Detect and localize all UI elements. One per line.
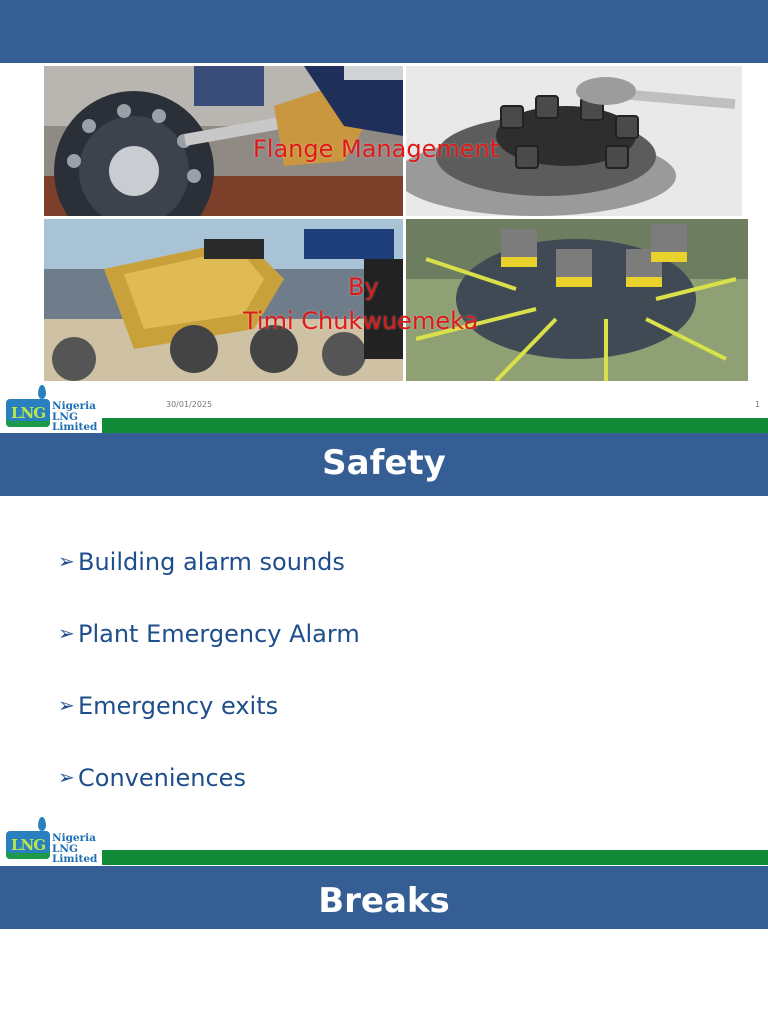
arrow-bullet-icon: ➢ (58, 765, 75, 789)
logo-line-2: LNG (52, 842, 78, 855)
slide1-footer-stripe (102, 418, 768, 433)
logo-line-1: Nigeria (52, 400, 96, 412)
author-name: Timi Chukwuemeka (243, 307, 479, 335)
arrow-bullet-icon: ➢ (58, 693, 75, 717)
bullet-item (58, 692, 278, 720)
logo-line-2: LNG (52, 410, 78, 423)
nlng-logo (2, 815, 102, 863)
slide3-title: Breaks (318, 881, 450, 921)
bolt-tensioning-tools-photo (406, 219, 748, 381)
logo-text (52, 401, 97, 433)
presentation-title: Flange Management (253, 135, 500, 163)
logo-line-1: Nigeria (52, 832, 96, 844)
bullet-text: Emergency exits (78, 692, 279, 720)
by-label: By (348, 273, 379, 301)
bullet-item (58, 548, 345, 576)
slide-date: 30/01/2025 (166, 400, 213, 409)
logo-mark: LNG (6, 399, 50, 427)
bullet-item (58, 620, 360, 648)
bullet-text: Plant Emergency Alarm (78, 620, 360, 648)
bullet-text: Building alarm sounds (78, 548, 345, 576)
nlng-logo (2, 383, 102, 431)
slide-number: 1 (755, 400, 761, 409)
flame-drop-icon (38, 817, 46, 831)
flame-drop-icon (38, 385, 46, 399)
slide1-header-bar (0, 0, 768, 63)
arrow-bullet-icon: ➢ (58, 621, 75, 645)
logo-line-3: Limited (52, 421, 98, 433)
slide2-footer-stripe (102, 850, 768, 865)
logo-line-3: Limited (52, 853, 98, 865)
slide2-title: Safety (322, 443, 446, 483)
logo-text (52, 833, 97, 865)
bullet-item (58, 764, 246, 792)
bullet-text: Conveniences (78, 764, 246, 792)
arrow-bullet-icon: ➢ (58, 549, 75, 573)
logo-mark: LNG (6, 831, 50, 859)
